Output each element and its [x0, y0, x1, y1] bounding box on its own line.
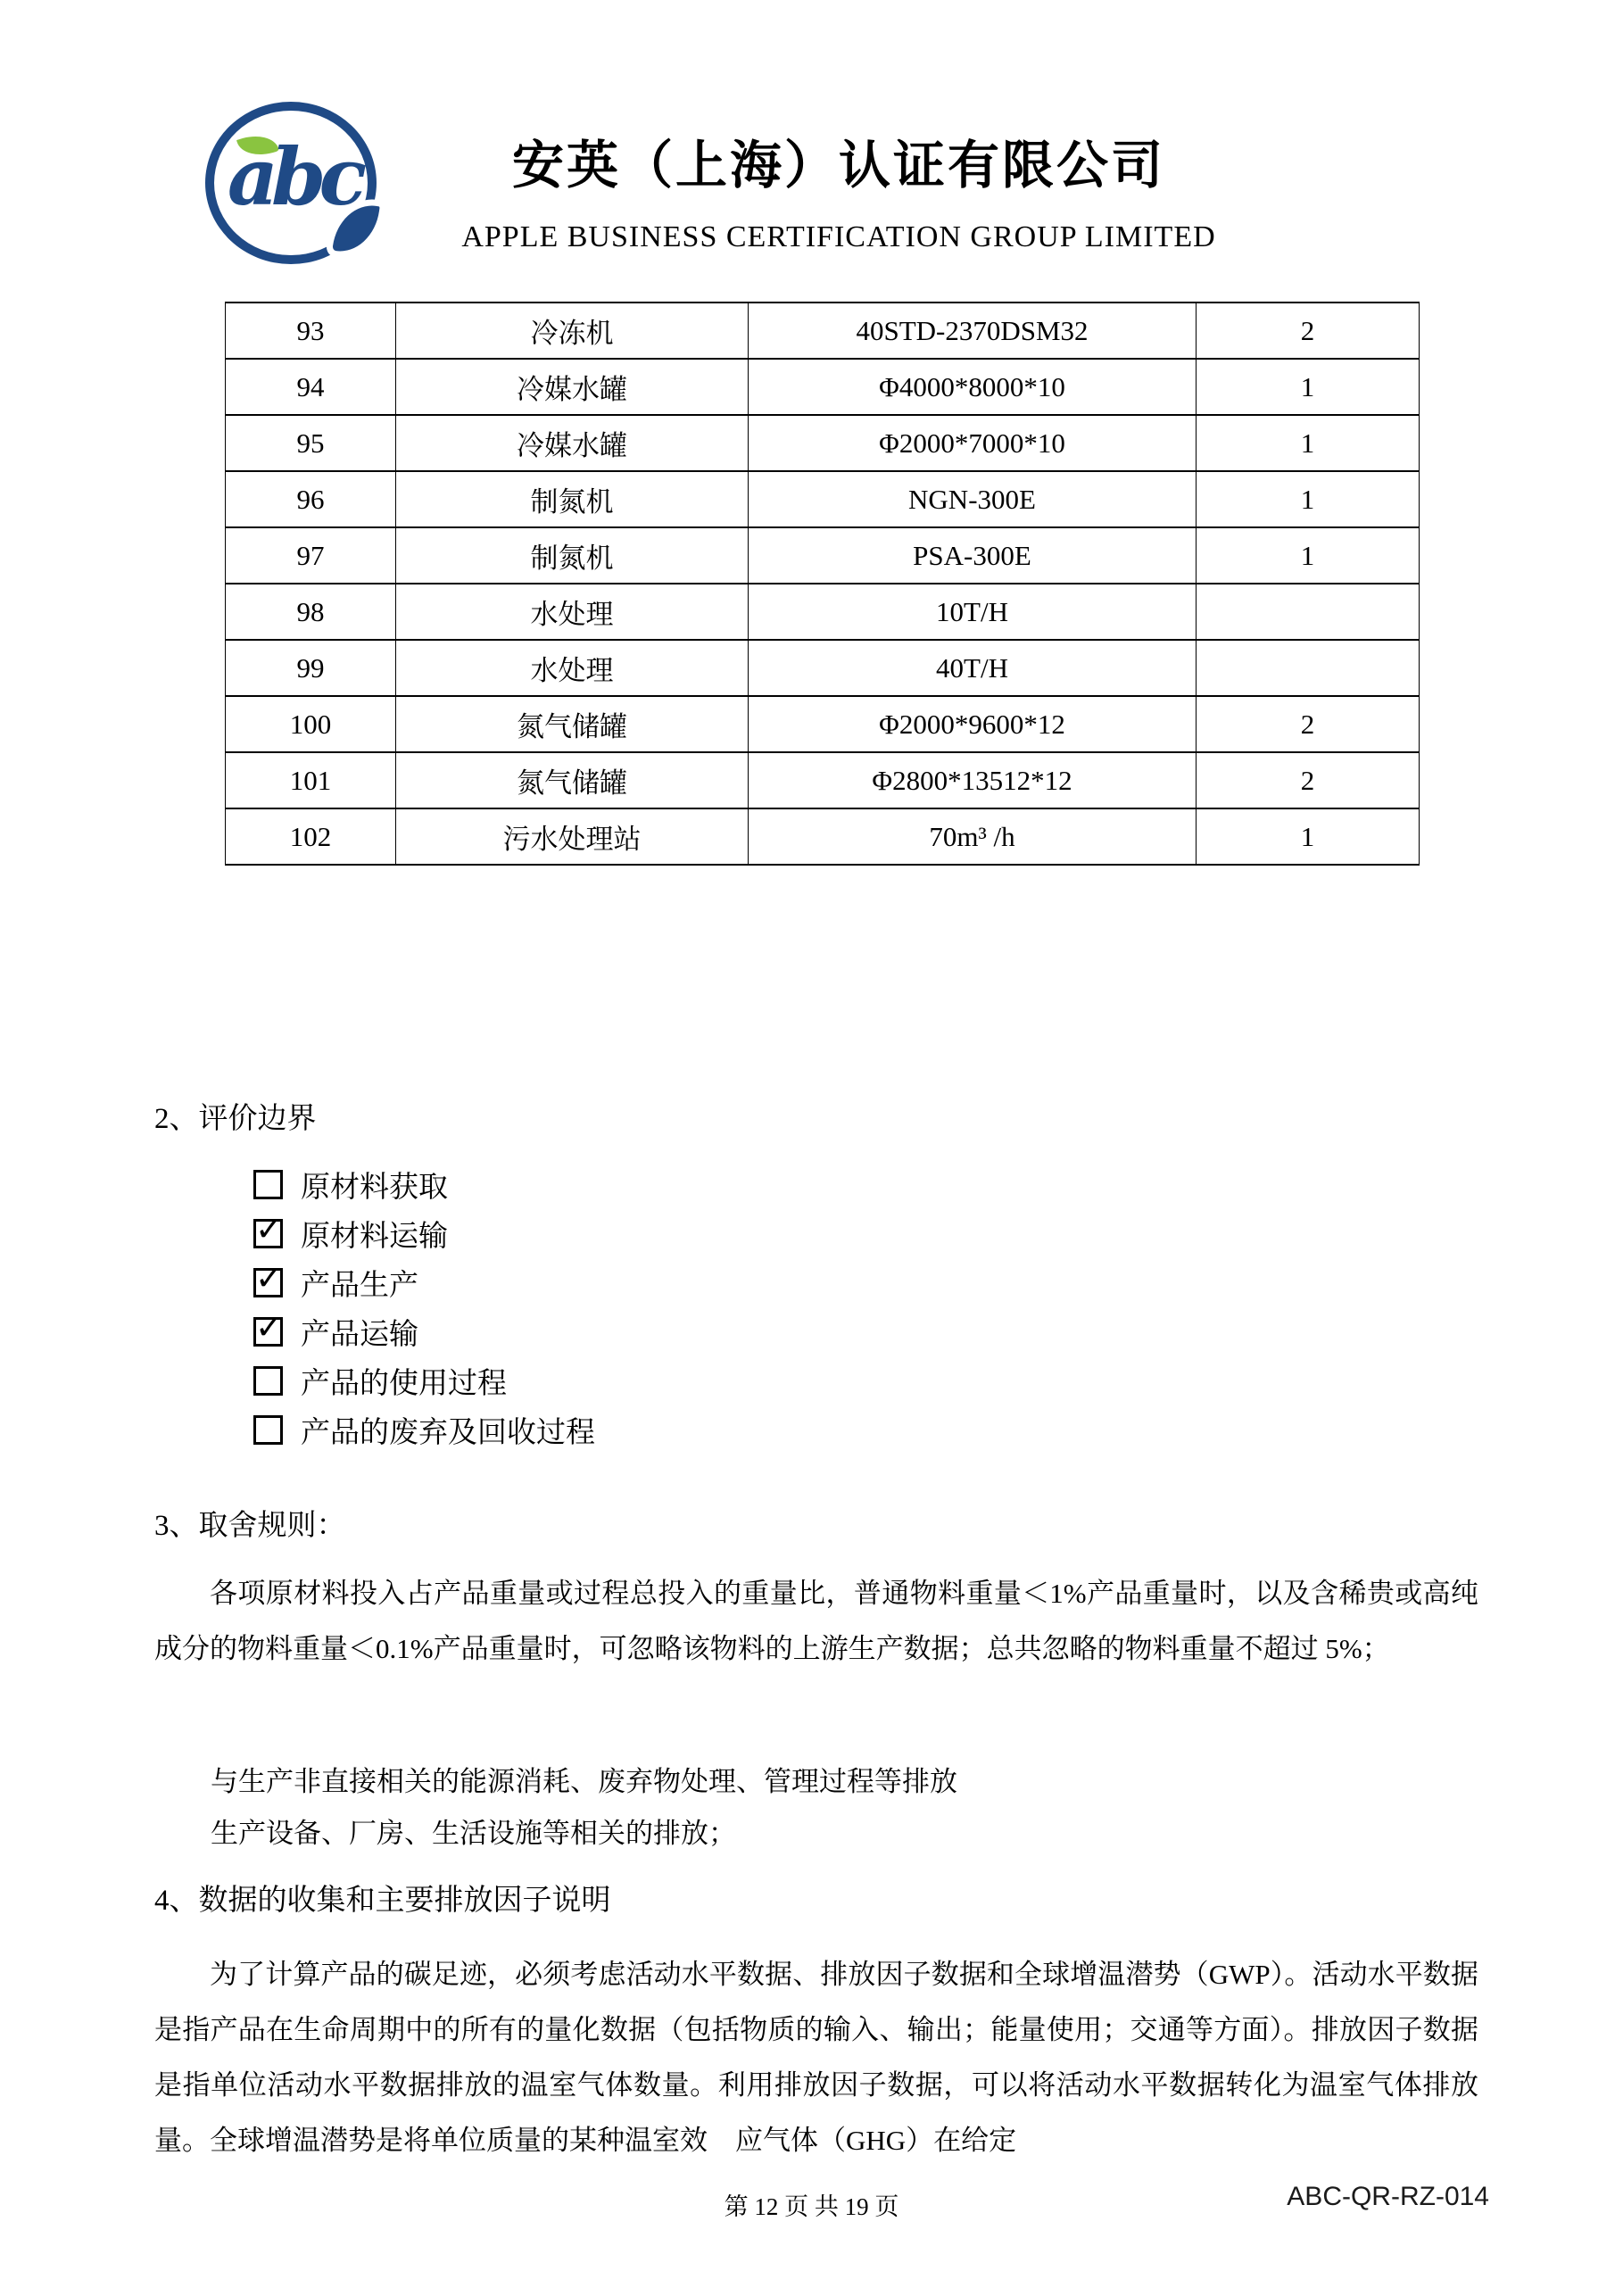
table-row: [226, 471, 1420, 527]
document-code: ABC-QR-RZ-014: [1287, 2182, 1489, 2211]
checkbox-checked-icon: [253, 1210, 284, 1248]
cell-no: 96: [226, 471, 396, 527]
cell-name: 制氮机: [396, 471, 749, 527]
page-number: 第 12 页 共 19 页: [724, 2193, 899, 2220]
table-row: [226, 359, 1420, 415]
company-name-cn: 安英（上海）认证有限公司: [511, 137, 1165, 195]
cell-qty: 1: [1197, 808, 1420, 865]
cell-qty: 2: [1197, 303, 1420, 359]
cell-spec: 70m³ /h: [749, 808, 1197, 865]
checkbox-item: [253, 1258, 1056, 1307]
checkbox-checked-icon: [253, 1259, 284, 1297]
cell-spec: Φ4000*8000*10: [749, 359, 1197, 415]
table-row: [226, 303, 1420, 359]
cell-no: 101: [226, 752, 396, 808]
equipment-table: [225, 302, 1420, 866]
cell-spec: 40STD-2370DSM32: [749, 303, 1197, 359]
cell-no: 99: [226, 640, 396, 696]
cell-spec: 40T/H: [749, 640, 1197, 696]
checkbox-label: 产品生产: [301, 1270, 418, 1302]
section-heading-data-collection: 4、数据的收集和主要排放因子说明: [154, 1885, 611, 1917]
cutoff-paragraph: 各项原材料投入占产品重量或过程总投入的重量比，普通物料重量＜1%产品重量时，以及含稀贵或高纯成分的物料重量＜0.1%产品重量时，可忽略该物料的上游生产数据；总共忽略的物料重量不超过 5%；: [154, 1578, 1478, 1664]
cell-no: 98: [226, 584, 396, 640]
cell-qty: [1197, 584, 1420, 640]
cell-no: 94: [226, 359, 396, 415]
cell-name: 冷媒水罐: [396, 415, 749, 471]
cell-spec: 10T/H: [749, 584, 1197, 640]
table-row: [226, 527, 1420, 584]
cutoff-line-3: 生产设备、厂房、生活设施等相关的排放；: [211, 1818, 736, 1849]
checkbox-checked-icon: [253, 1308, 284, 1347]
checkbox-item: [253, 1356, 1056, 1405]
cell-name: 水处理: [396, 584, 749, 640]
cell-no: 95: [226, 415, 396, 471]
checkbox-item: [253, 1405, 1056, 1455]
table-row: [226, 415, 1420, 471]
table-row: [226, 808, 1420, 865]
checkbox-item: [253, 1209, 1056, 1258]
cell-qty: 2: [1197, 752, 1420, 808]
cell-qty: [1197, 640, 1420, 696]
logo-text: abc: [227, 130, 360, 223]
checkbox-label: 原材料获取: [301, 1172, 448, 1204]
cell-name: 冷冻机: [396, 303, 749, 359]
table-row: [226, 752, 1420, 808]
cell-no: 100: [226, 696, 396, 752]
check-mark-icon: ✓: [255, 1210, 284, 1248]
checkbox-item: [253, 1307, 1056, 1356]
checkbox-label: 产品的使用过程: [301, 1368, 507, 1400]
table-row: [226, 696, 1420, 752]
checkbox-icon: [253, 1366, 283, 1396]
checkbox-icon: [253, 1170, 283, 1199]
section-heading-cutoff: 3、取舍规则：: [154, 1510, 346, 1542]
cell-qty: 1: [1197, 359, 1420, 415]
cell-qty: 1: [1197, 471, 1420, 527]
cell-spec: Φ2800*13512*12: [749, 752, 1197, 808]
cell-spec: Φ2000*7000*10: [749, 415, 1197, 471]
cell-name: 水处理: [396, 640, 749, 696]
cell-qty: 2: [1197, 696, 1420, 752]
data-collection-paragraph: 为了计算产品的碳足迹，必须考虑活动水平数据、排放因子数据和全球增温潜势（GWP）。活动水平数据是指产品在生命周期中的所有的量化数据（包括物质的输入、输出；能量使用；交通等方面）。排放因子数据是指单位活动水平数据排放的温室气体数量。利用排放因子数据，可以将活动水平数据转化为温室气体排放量。全球增温潜势是将单位质量的某种温室效 应气体（GHG）在给定: [154, 1959, 1478, 2156]
cell-name: 冷媒水罐: [396, 359, 749, 415]
cell-name: 氮气储罐: [396, 752, 749, 808]
company-logo: [203, 98, 382, 268]
cell-spec: PSA-300E: [749, 527, 1197, 584]
company-name-en: APPLE BUSINESS CERTIFICATION GROUP LIMITED: [461, 220, 1216, 253]
table-row: [226, 640, 1420, 696]
checkbox-label: 产品运输: [301, 1319, 418, 1351]
cell-no: 97: [226, 527, 396, 584]
boundary-checkbox-list: [253, 1160, 1056, 1455]
cell-name: 制氮机: [396, 527, 749, 584]
section-heading-boundary: 2、评价边界: [154, 1103, 317, 1135]
table-row: [226, 584, 1420, 640]
check-mark-icon: ✓: [255, 1308, 284, 1347]
checkbox-label: 原材料运输: [301, 1221, 448, 1253]
checkbox-item: [253, 1160, 1056, 1209]
check-mark-icon: ✓: [255, 1259, 284, 1297]
cell-qty: 1: [1197, 527, 1420, 584]
checkbox-label: 产品的废弃及回收过程: [301, 1417, 595, 1449]
cell-name: 氮气储罐: [396, 696, 749, 752]
cell-qty: 1: [1197, 415, 1420, 471]
cutoff-line-2: 与生产非直接相关的能源消耗、废弃物处理、管理过程等排放: [211, 1766, 957, 1797]
checkbox-icon: [253, 1415, 283, 1445]
cell-name: 污水处理站: [396, 808, 749, 865]
cell-spec: Φ2000*9600*12: [749, 696, 1197, 752]
cell-no: 102: [226, 808, 396, 865]
cell-spec: NGN-300E: [749, 471, 1197, 527]
cell-no: 93: [226, 303, 396, 359]
